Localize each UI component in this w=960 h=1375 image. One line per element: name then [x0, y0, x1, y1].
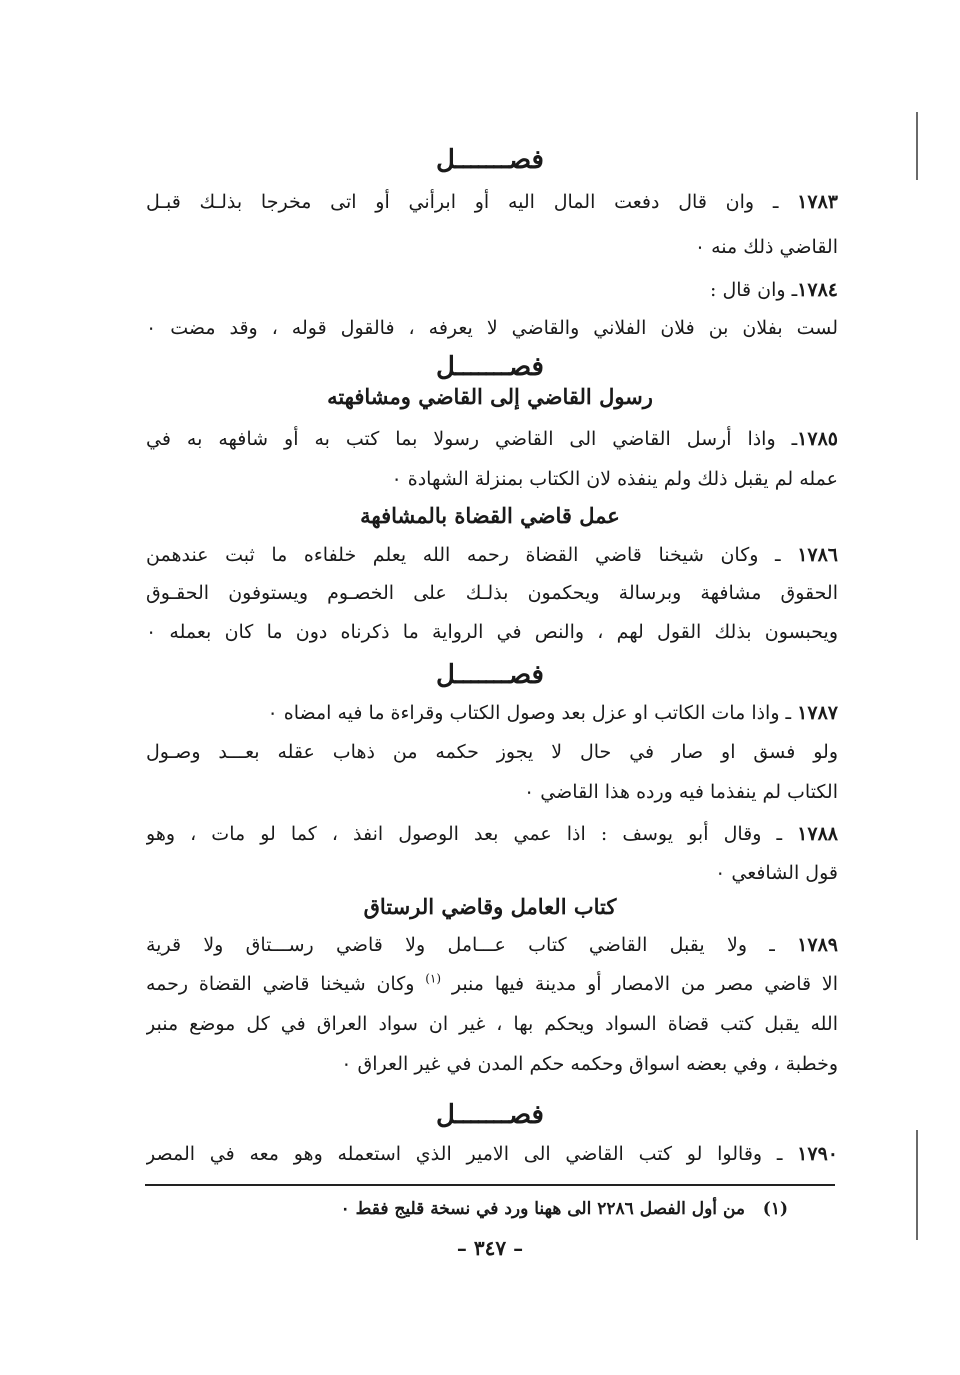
- paragraph-number: ١٧٨٣: [797, 191, 838, 213]
- paragraph-text: ـ واذا أرسل القاضي الى القاضي رسولا بما كتب به أو شافهه به في: [146, 428, 798, 450]
- paragraph-text: وكان شيخنا قاضي القضاة رحمه: [146, 973, 415, 995]
- paragraph-number: ١٧٩٠: [797, 1143, 838, 1165]
- paragraph-text: ـ وان قال :: [710, 279, 798, 301]
- footnote-ref: (١): [425, 971, 442, 986]
- paragraph-number: ١٧٨٨: [797, 823, 838, 845]
- paragraph-1784-line-1: [146, 276, 838, 304]
- paragraph-1785-line-1: [146, 425, 838, 453]
- paragraph-1788-line-2: قول الشافعي ٠: [715, 862, 838, 884]
- paragraph-1786-line-2: الحقوق مشافهة وبرسالة ويحكمون بذلـك على الخصـوم ويستوفون الحقـوق: [146, 582, 838, 604]
- paragraph-1783-line-1: [146, 188, 838, 216]
- section-heading: فصـــــــل: [436, 660, 544, 690]
- scan-margin-mark-top: [916, 112, 918, 180]
- paragraph-text: ـ واذا مات الكاتب او عزل بعد وصول الكتاب وقراءة ما فيه امضاه ٠: [267, 702, 792, 724]
- paragraph-1784-line-2: لست بفلان بن فلان الفلاني والقاضي لا يعرفه ، فالقول قوله ، وقد مضت ٠: [146, 317, 838, 339]
- paragraph-number: ١٧٨٩: [797, 934, 838, 956]
- paragraph-text: ـ وقال أبو يوسف : اذا عمي بعد الوصول انفذ ، كما لو مات ، وهو: [146, 823, 783, 845]
- footnote-divider: [145, 1184, 835, 1186]
- footnote-text: من أول الفصل ٢٢٨٦ الى ههنا ورد في نسخة قليج فقط ٠: [340, 1199, 745, 1219]
- paragraph-text: ـ وان قال دفعت المال اليه أو ابرأني أو اتى مخرجا بذلـك قبـل: [146, 191, 779, 213]
- footnote: [341, 1196, 788, 1222]
- section-subheading: كتاب العامل وقاضي الرستاق: [363, 894, 617, 919]
- paragraph-1787-line-1: [146, 699, 838, 727]
- paragraph-1790-line-1: [146, 1140, 838, 1168]
- paragraph-text: ـ وقالوا لو كتب القاضي الى الامير الذي استعمله وهو معه في المصر: [146, 1143, 783, 1165]
- paragraph-1785-line-2: عمله لم يقبل ذلك ولم ينفذه لان الكتاب بمنزلة الشهادة ٠: [391, 468, 838, 490]
- paragraph-1789-line-4: وخطبة ، وفي بعضه اسواق وحكمه حكم المدن في غير العراق ٠: [341, 1053, 838, 1075]
- paragraph-1787-line-2: ولو فسق او صار في حال لا يجوز حكمه من ذهاب عقله بعـــد وصـول: [146, 741, 838, 763]
- paragraph-text: ـ ولا يقبل القاضي كتاب عـــامل ولا قاضي رســـتاق ولا قرية: [146, 934, 775, 956]
- section-subheading: عمل قاضي القضاة بالمشافهة: [360, 503, 620, 528]
- paragraph-number: ١٧٨٥: [797, 428, 838, 450]
- section-subheading: رسول القاضي إلى القاضي ومشافهته: [327, 384, 653, 409]
- paragraph-number: ١٧٨٦: [797, 544, 838, 566]
- paragraph-1786-line-3: ويحبسون بذلك القول لهم ، والنص في الرواية ما ذكرناه دون ما كان بعمله ٠: [146, 621, 838, 643]
- paragraph-number: ١٧٨٤: [797, 279, 838, 301]
- paragraph-1788-line-1: [146, 820, 838, 848]
- section-heading: فصـــــــل: [436, 145, 544, 175]
- paragraph-text: ـ وكان شيخنا قاضي القضاة رحمه الله يعلم خلفاءه ما ثبت عندهمن: [146, 544, 781, 566]
- section-heading: فصـــــــل: [436, 352, 544, 382]
- section-heading: فصـــــــل: [436, 1100, 544, 1130]
- footnote-marker: (١): [762, 1199, 788, 1219]
- page-number: – ٣٤٧ –: [456, 1236, 524, 1260]
- paragraph-1789-line-2: [146, 970, 838, 998]
- paragraph-text: الا قاضي مصر من الامصار أو مدينة فيها منبر: [451, 973, 838, 995]
- paragraph-1789-line-1: [146, 931, 838, 959]
- paragraph-1787-line-3: الكتاب لم ينفذما فيه ورده هذا القاضي ٠: [524, 781, 838, 803]
- paragraph-1783-line-2: القاضي ذلك منه ٠: [694, 236, 838, 258]
- paragraph-number: ١٧٨٧: [797, 702, 838, 724]
- paragraph-1786-line-1: [146, 541, 838, 569]
- paragraph-1789-line-3: الله يقبل كتب قضاة السواد ويحكم بها ، غير ان سواد العراق في كل موضع منبر: [146, 1013, 838, 1035]
- scan-margin-mark-bottom: [916, 1130, 918, 1240]
